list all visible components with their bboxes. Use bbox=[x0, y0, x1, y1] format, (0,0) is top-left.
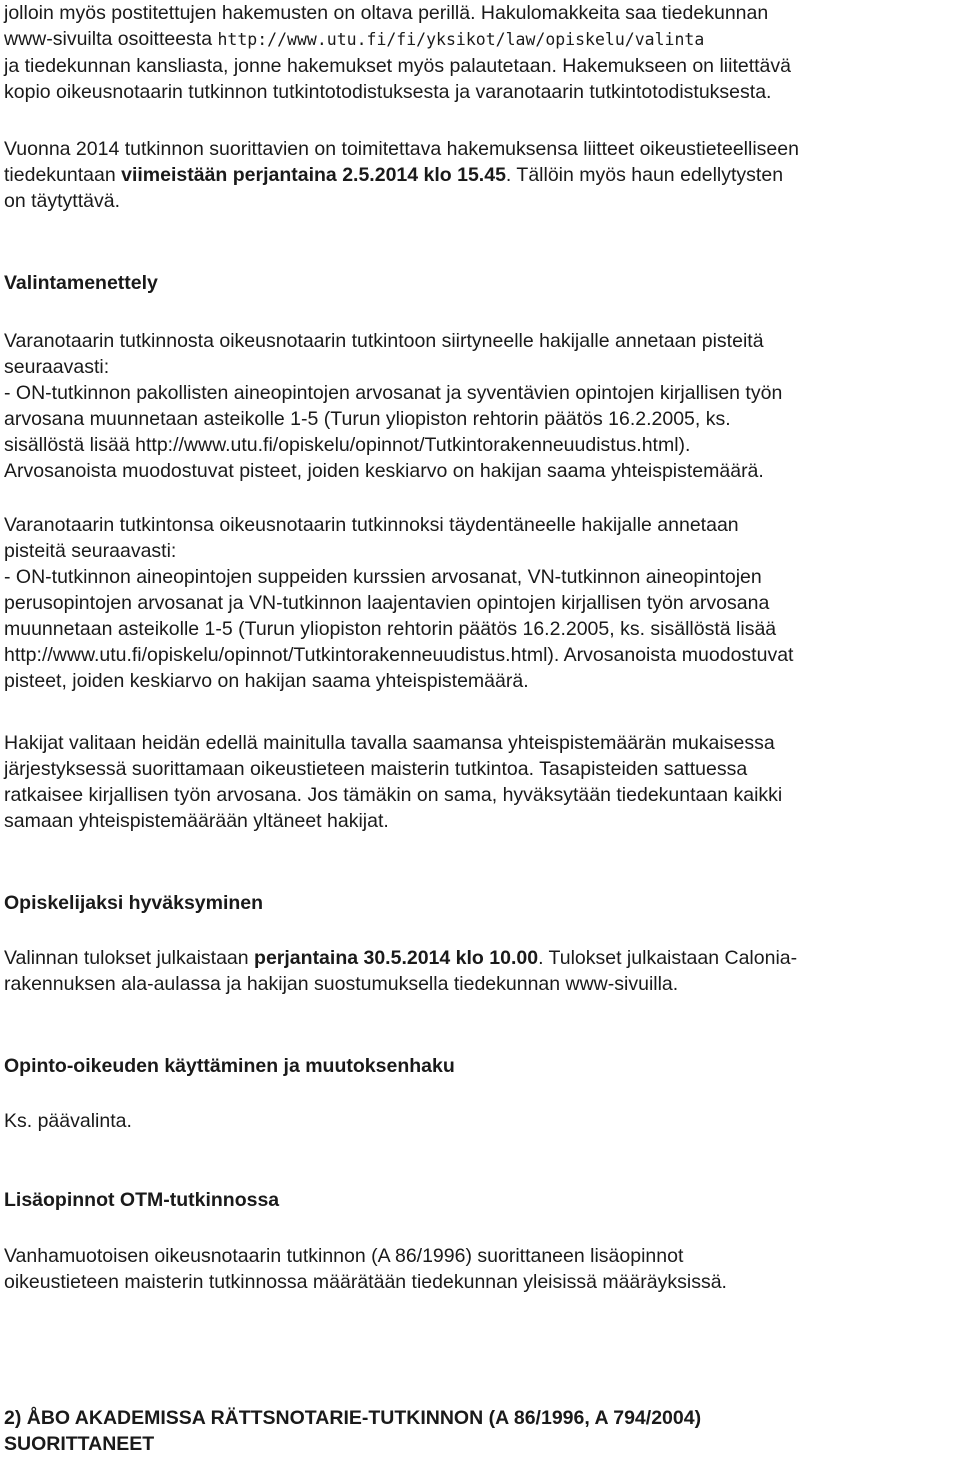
valinta-p2-line: muunnetaan asteikolle 1-5 (Turun yliopiston rehtorin päätös 16.2.2005, ks. sisällöstä lisää bbox=[4, 618, 777, 640]
valinta-p3-line: Hakijat valitaan heidän edellä mainitulla tavalla saamansa yhteispistemäärän mukaisessa bbox=[4, 732, 775, 754]
hyvaksyminen-line-1-text: Valinnan tulokset julkaistaan bbox=[4, 947, 255, 969]
intro-paragraph bbox=[4, 0, 791, 105]
deadline-line-2-text: tiedekuntaan bbox=[4, 164, 122, 186]
lisaopinnot-line-2: oikeustieteen maisterin tutkinnossa määrätään tiedekunnan yleisissä määräyksissä. bbox=[4, 1271, 727, 1293]
lisaopinnot-heading: Lisäopinnot OTM-tutkinnossa bbox=[4, 1189, 280, 1211]
valinta-p1-line: seuraavasti: bbox=[4, 356, 110, 378]
section-2-heading-line-2: SUORITTANEET bbox=[4, 1433, 155, 1455]
intro-line-1: jolloin myös postitettujen hakemusten on oltava perillä. Hakulomakkeita saa tiedekunnan bbox=[4, 2, 769, 24]
hyvaksyminen-line-1-tail: . Tulokset julkaistaan Calonia- bbox=[538, 947, 798, 969]
deadline-line-2-tail: . Tällöin myös haun edellytysten bbox=[505, 164, 784, 186]
intro-line-3: ja tiedekunnan kansliasta, jonne hakemukset myös palautetaan. Hakemukseen on liitettävä bbox=[4, 55, 791, 77]
valintamenettely-heading: Valintamenettely bbox=[4, 272, 158, 294]
valinta-url-link[interactable]: http://www.utu.fi/fi/yksikot/law/opiskelu/valinta bbox=[217, 30, 705, 49]
valinta-paragraph-1 bbox=[4, 328, 782, 484]
intro-line-2 bbox=[4, 26, 791, 53]
deadline-line-2 bbox=[4, 162, 799, 188]
opinto-oikeus-heading: Opinto-oikeuden käyttäminen ja muutoksenhaku bbox=[4, 1055, 455, 1077]
valinta-p1-line: Varanotaarin tutkinnosta oikeusnotaarin tutkintoon siirtyneelle hakijalle annetaan pisteitä bbox=[4, 330, 764, 352]
hyvaksyminen-line-2: rakennuksen ala-aulassa ja hakijan suostumuksella tiedekunnan www-sivuilla. bbox=[4, 973, 679, 995]
valinta-p2-line: perusopintojen arvosanat ja VN-tutkinnon laajentavien opintojen kirjallisen työn arvosana bbox=[4, 592, 770, 614]
opinto-oikeus-text: Ks. päävalinta. bbox=[4, 1110, 132, 1132]
section-2-heading bbox=[4, 1405, 701, 1457]
section-2-heading-line-1: 2) ÅBO AKADEMISSA RÄTTSNOTARIE-TUTKINNON (A 86/1996, A 794/2004) bbox=[4, 1407, 702, 1429]
hyvaksyminen-heading: Opiskelijaksi hyväksyminen bbox=[4, 892, 264, 914]
valinta-p2-line: pisteitä seuraavasti: bbox=[4, 540, 177, 562]
valinta-p2-line: pisteet, joiden keskiarvo on hakijan saama yhteispistemäärä. bbox=[4, 670, 529, 692]
valinta-p2-line: Varanotaarin tutkintonsa oikeusnotaarin tutkinnoksi täydentäneelle hakijalle annetaan bbox=[4, 514, 739, 536]
valinta-p1-line: Arvosanoista muodostuvat pisteet, joiden keskiarvo on hakijan saama yhteispistemäärä. bbox=[4, 460, 764, 482]
valinta-p2-line: http://www.utu.fi/opiskelu/opinnot/Tutkintorakenneuudistus.html). Arvosanoista muodostuvat bbox=[4, 644, 794, 666]
deadline-line-3: on täytyttävä. bbox=[4, 190, 120, 212]
deadline-date: viimeistään perjantaina 2.5.2014 klo 15.45 bbox=[121, 164, 506, 186]
valinta-p2-line: - ON-tutkinnon aineopintojen suppeiden kurssien arvosanat, VN-tutkinnon aineopintojen bbox=[4, 566, 762, 588]
deadline-line-1: Vuonna 2014 tutkinnon suorittavien on toimitettava hakemuksensa liitteet oikeustieteelliseen bbox=[4, 138, 799, 160]
deadline-paragraph bbox=[4, 136, 799, 214]
valinta-p3-line: samaan yhteispistemäärään yltäneet hakijat. bbox=[4, 810, 389, 832]
lisaopinnot-paragraph bbox=[4, 1243, 727, 1295]
valinta-p3-line: ratkaisee kirjallisen työn arvosana. Jos tämäkin on sama, hyväksytään tiedekuntaan kaikki bbox=[4, 784, 783, 806]
hyvaksyminen-paragraph bbox=[4, 945, 797, 997]
valinta-p1-line: sisällöstä lisää http://www.utu.fi/opiskelu/opinnot/Tutkintorakenneuudistus.html). bbox=[4, 434, 691, 456]
valinta-paragraph-3 bbox=[4, 730, 782, 834]
intro-line-2-text: www-sivuilta osoitteesta bbox=[4, 28, 218, 50]
hyvaksyminen-line-1 bbox=[4, 945, 797, 971]
intro-line-4: kopio oikeusnotaarin tutkinnon tutkintotodistuksesta ja varanotaarin tutkintotodistuksesta. bbox=[4, 81, 772, 103]
lisaopinnot-line-1: Vanhamuotoisen oikeusnotaarin tutkinnon (A 86/1996) suorittaneen lisäopinnot bbox=[4, 1245, 684, 1267]
results-date: perjantaina 30.5.2014 klo 10.00 bbox=[254, 947, 539, 969]
valinta-p1-line: - ON-tutkinnon pakollisten aineopintojen arvosanat ja syventävien opintojen kirjallisen työn bbox=[4, 382, 783, 404]
valinta-paragraph-2 bbox=[4, 512, 793, 694]
valinta-p1-line: arvosana muunnetaan asteikolle 1-5 (Turun yliopiston rehtorin päätös 16.2.2005, ks. bbox=[4, 408, 731, 430]
valinta-p3-line: järjestyksessä suorittamaan oikeustieteen maisterin tutkintoa. Tasapisteiden sattuessa bbox=[4, 758, 748, 780]
